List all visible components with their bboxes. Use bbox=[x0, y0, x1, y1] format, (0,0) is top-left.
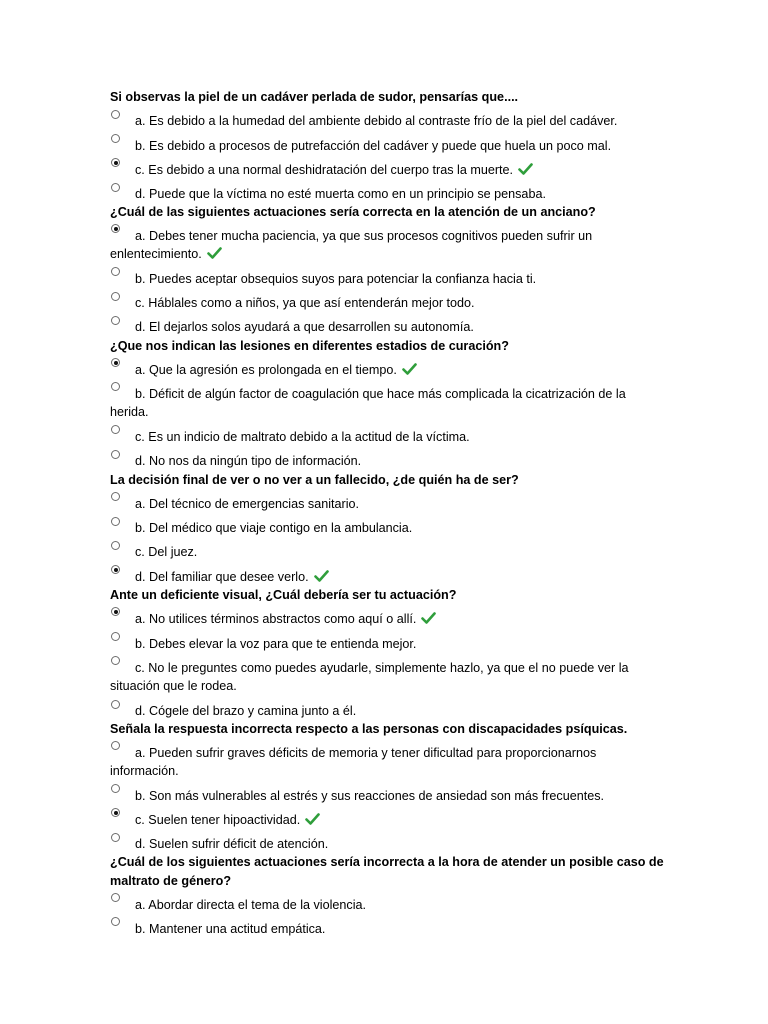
answer-option[interactable] bbox=[110, 787, 650, 805]
answer-option[interactable] bbox=[110, 610, 650, 628]
answer-text: a. Del técnico de emergencias sanitario. bbox=[135, 497, 360, 511]
answer-text: d. Puede que la víctima no esté muerta como en un principio se pensaba. bbox=[135, 187, 546, 201]
answer-option[interactable] bbox=[110, 452, 650, 470]
answer-text: b. Déficit de algún factor de coagulación que hace más complicada la cicatrización de la herida. bbox=[110, 387, 626, 419]
answer-option[interactable] bbox=[110, 811, 650, 829]
answer-text: a. Abordar directa el tema de la violencia. bbox=[135, 898, 367, 912]
question-title: La decisión final de ver o no ver a un fallecido, ¿de quién ha de ser? bbox=[110, 473, 519, 487]
answer-text: a. No utilices términos abstractos como aquí o allí. bbox=[135, 612, 417, 626]
answer-option[interactable] bbox=[110, 428, 650, 446]
answer-option[interactable] bbox=[110, 318, 650, 336]
answer-text: a. Debes tener mucha paciencia, ya que sus procesos cognitivos pueden sufrir un enlentecimiento. bbox=[110, 229, 593, 261]
answer-option[interactable] bbox=[110, 294, 650, 312]
answer-text: b. Puedes aceptar obsequios suyos para potenciar la confianza hacia ti. bbox=[135, 272, 537, 286]
question-title: Ante un deficiente visual, ¿Cuál debería ser tu actuación? bbox=[110, 588, 457, 602]
answer-option[interactable] bbox=[110, 361, 650, 379]
checkmark-icon bbox=[305, 813, 320, 825]
answer-text: c. Es debido a una normal deshidratación del cuerpo tras la muerte. bbox=[135, 163, 514, 177]
question-title: Señala la respuesta incorrecta respecto a las personas con discapacidades psíquicas. bbox=[110, 722, 628, 736]
answer-text: b. Mantener una actitud empática. bbox=[135, 922, 326, 936]
answer-option[interactable] bbox=[110, 568, 650, 586]
answer-option[interactable] bbox=[110, 161, 650, 179]
checkmark-icon bbox=[314, 570, 329, 582]
checkmark-icon bbox=[402, 363, 417, 375]
answer-text: a. Que la agresión es prolongada en el tiempo. bbox=[135, 363, 397, 377]
answer-text: d. No nos da ningún tipo de información. bbox=[135, 454, 362, 468]
answer-text: d. Suelen sufrir déficit de atención. bbox=[135, 837, 329, 851]
answer-option[interactable] bbox=[110, 185, 650, 203]
answer-option[interactable] bbox=[110, 635, 650, 653]
answer-text: d. Cógele del brazo y camina junto a él. bbox=[135, 704, 357, 718]
answer-option[interactable] bbox=[110, 227, 650, 263]
question-title: ¿Cuál de las siguientes actuaciones sería correcta en la atención de un anciano? bbox=[110, 205, 596, 219]
answer-option[interactable] bbox=[110, 270, 650, 288]
answer-text: c. No le preguntes como puedes ayudarle, simplemente hazlo, ya que el no puede ver la situación que le rodea. bbox=[110, 661, 629, 693]
answer-option[interactable] bbox=[110, 835, 650, 853]
answer-text: c. Suelen tener hipoactividad. bbox=[135, 813, 301, 827]
answer-option[interactable] bbox=[110, 543, 650, 561]
answer-option[interactable] bbox=[110, 659, 650, 695]
answer-text: c. Háblales como a niños, ya que así entenderán mejor todo. bbox=[135, 296, 475, 310]
answer-option[interactable] bbox=[110, 702, 650, 720]
answer-text: c. Del juez. bbox=[135, 545, 198, 559]
answer-option[interactable] bbox=[110, 385, 650, 421]
answer-text: b. Es debido a procesos de putrefacción del cadáver y puede que huela un poco mal. bbox=[135, 139, 612, 153]
answer-text: b. Son más vulnerables al estrés y sus reacciones de ansiedad son más frecuentes. bbox=[135, 789, 605, 803]
answer-option[interactable] bbox=[110, 744, 650, 780]
answer-option[interactable] bbox=[110, 519, 650, 537]
answer-text: d. El dejarlos solos ayudará a que desarrollen su autonomía. bbox=[135, 320, 474, 334]
answer-text: d. Del familiar que desee verlo. bbox=[135, 570, 309, 584]
checkmark-icon bbox=[207, 247, 222, 259]
answer-text: a. Pueden sufrir graves déficits de memoria y tener dificultad para proporcionarnos información. bbox=[110, 746, 597, 778]
checkmark-icon bbox=[421, 612, 436, 624]
checkmark-icon bbox=[518, 163, 533, 175]
question-title: ¿Que nos indican las lesiones en diferentes estadios de curación? bbox=[110, 339, 509, 353]
answer-option[interactable] bbox=[110, 495, 650, 513]
answer-option[interactable] bbox=[110, 112, 650, 130]
answer-option[interactable] bbox=[110, 137, 650, 155]
answer-text: b. Del médico que viaje contigo en la ambulancia. bbox=[135, 521, 413, 535]
question-title: ¿Cuál de los siguientes actuaciones sería incorrecta a la hora de atender un posible caso de maltrato de género? bbox=[110, 855, 664, 888]
answer-text: a. Es debido a la humedad del ambiente debido al contraste frío de la piel del cadáver. bbox=[135, 114, 618, 128]
answer-option[interactable] bbox=[110, 896, 650, 914]
answer-text: c. Es un indicio de maltrato debido a la actitud de la víctima. bbox=[135, 430, 470, 444]
question-title: Si observas la piel de un cadáver perlada de sudor, pensarías que.... bbox=[110, 90, 519, 104]
answer-option[interactable] bbox=[110, 920, 650, 938]
answer-text: b. Debes elevar la voz para que te entienda mejor. bbox=[135, 637, 417, 651]
